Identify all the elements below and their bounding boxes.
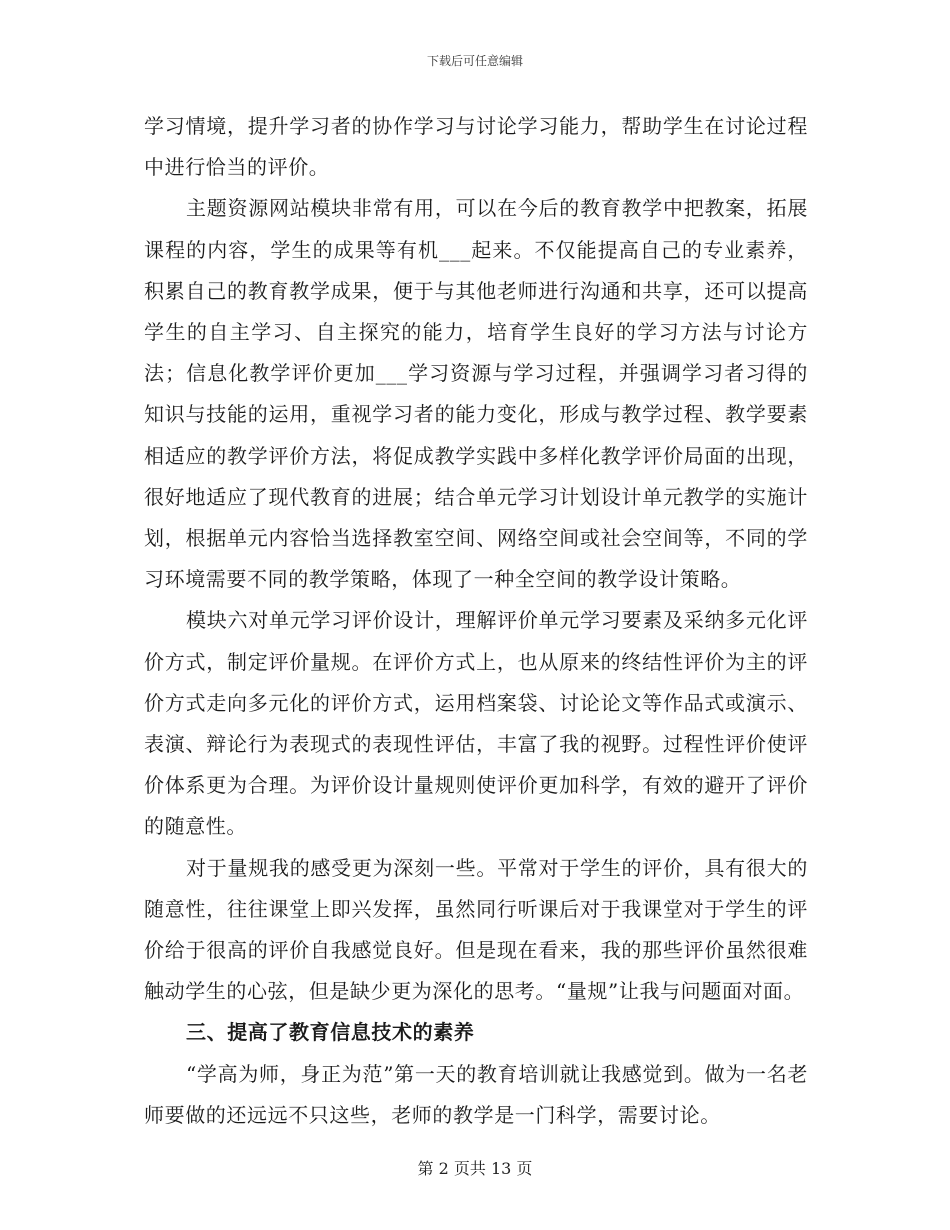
document-body xyxy=(144,106,808,1136)
paragraph-4: 对于量规我的感受更为深刻一些。平常对于学生的评价，具有很大的随意性，往往课堂上即兴发挥，虽然同行听课后对于我课堂对于学生的评价给于很高的评价自我感觉良好。但是现在看来，我的那些评价虽然很难触动学生的心弦，但是缺少更为深化的思考。“量规”让我与问题面对面。 xyxy=(144,855,808,1004)
paragraph-1: 学习情境，提升学习者的协作学习与讨论学习能力，帮助学生在讨论过程中进行恰当的评价。 xyxy=(144,114,808,180)
page-header: 下载后可任意编辑 xyxy=(426,54,523,68)
page-footer: 第 2 页共 13 页 xyxy=(417,1159,533,1178)
paragraph-2: 主题资源网站模块非常有用，可以在今后的教育教学中把教案，拓展课程的内容，学生的成果等有机___起来。不仅能提高自己的专业素养，积累自己的教育教学成果，便于与其他老师进行沟通和共享，还可以提高学生的自主学习、自主探究的能力，培育学生良好的学习方法与讨论方法；信息化教学评价更加___学习资源与学习过程，并强调学习者习得的知识与技能的运用，重视学习者的能力变化，形成与教学过程、教学要素相适应的教学评价方法，将促成教学实践中多样化教学评价局面的出现，很好地适应了现代教育的进展；结合单元学习计划设计单元教学的实施计划，根据单元内容恰当选择教室空间、网络空间或社会空间等，不同的学习环境需要不同的教学策略，体现了一种全空间的教学设计策略。 xyxy=(144,196,808,592)
paragraph-3: 模块六对单元学习评价设计，理解评价单元学习要素及采纳多元化评价方式，制定评价量规。在评价方式上，也从原来的终结性评价为主的评价方式走向多元化的评价方式，运用档案袋、讨论论文等作品式或演示、表演、辩论行为表现式的表现性评估，丰富了我的视野。过程性评价使评价体系更为合理。为评价设计量规则使评价更加科学，有效的避开了评价的随意性。 xyxy=(144,608,808,839)
section-heading: 三、提高了教育信息技术的素养 xyxy=(186,1020,475,1045)
paragraph-5: “学高为师，身正为范”第一天的教育培训就让我感觉到。做为一名老师要做的还远远不只这些，老师的教学是一门科学，需要讨论。 xyxy=(144,1061,808,1127)
